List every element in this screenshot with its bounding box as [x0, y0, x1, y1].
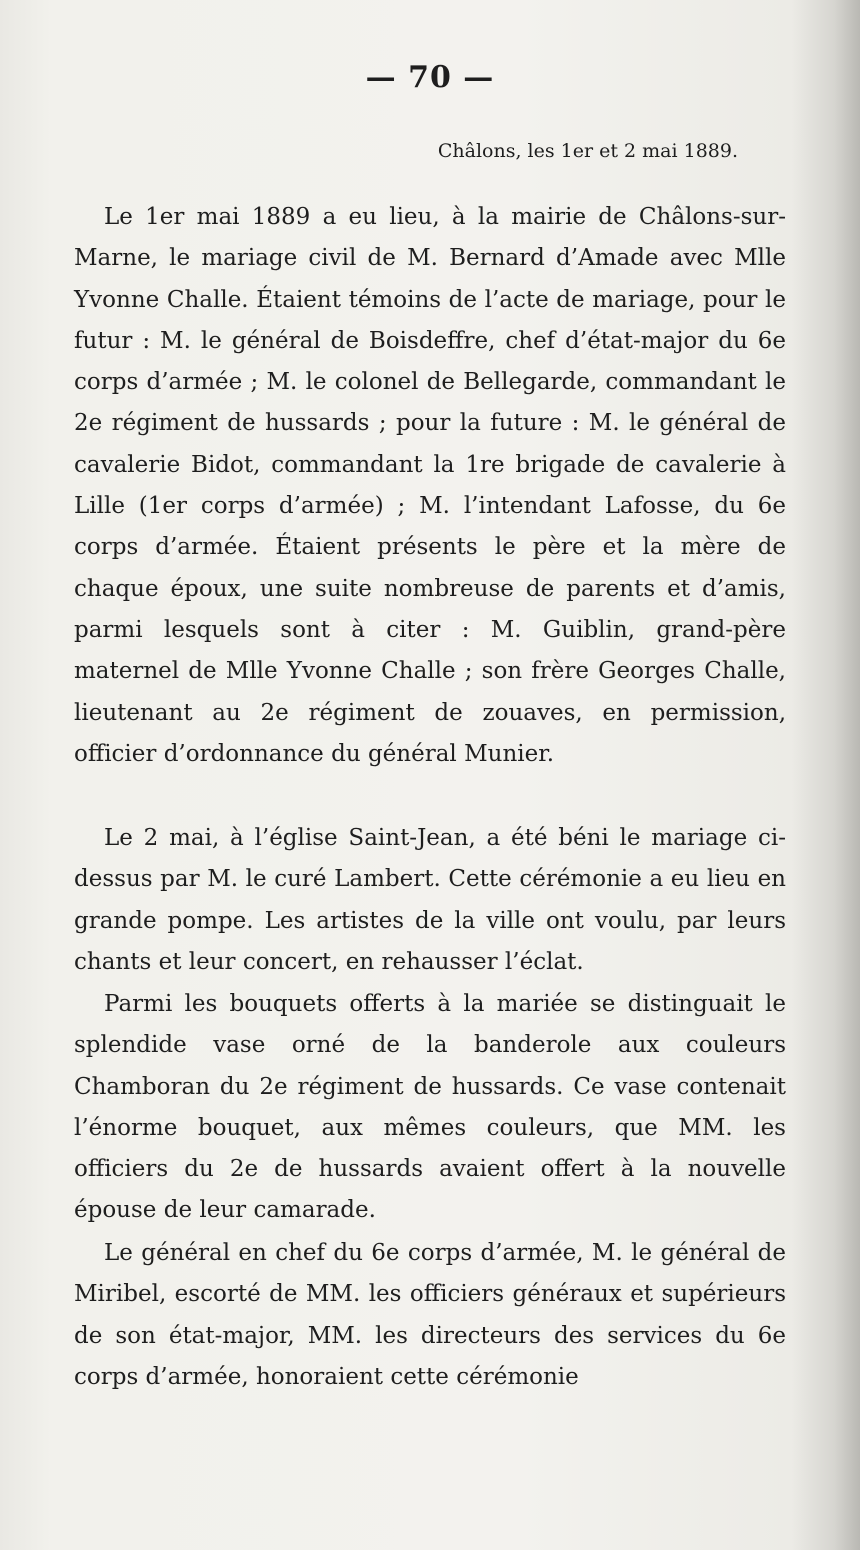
paragraph-church-wedding: Le 2 mai, à l’église Saint-Jean, a été béni le mariage ci-dessus par M. le curé Lambert. Cette cérémonie a eu lieu en grande pompe. Les artistes de la ville ont voulu, par leurs chants et leur concert, en rehausser l’éclat.: [74, 825, 786, 975]
paragraph-civil-wedding: Le 1er mai 1889 a eu lieu, à la mairie de Châlons-sur-Marne, le mariage civil de M. Bernard d’Amade avec Mlle Yvonne Challe. Étaient témoins de l’acte de mariage, pour le futur : M. le général de Boisdeffre, chef d’état-major du 6e corps d’armée ; M. le colonel de Bellegarde, commandant le 2e régiment de hussards ; pour la future : M. le général de cavalerie Bidot, commandant la 1re brigade de cavalerie à Lille (1er corps d’armée) ; M. l’intendant Lafosse, du 6e corps d’armée. Étaient présents le père et la mère de chaque époux, une suite nombreuse de parents et d’amis, parmi lesquels sont à citer : M. Guiblin, grand-père maternel de Mlle Yvonne Challe ; son frère Georges Challe, lieutenant au 2e régiment de zouaves, en permission, officier d’ordonnance du général Munier.: [74, 204, 786, 767]
page-number: — 70 —: [365, 60, 495, 95]
paragraph-general: Le général en chef du 6e corps d’armée, M. le général de Miribel, escorté de MM. les officiers généraux et supérieurs de son état-major, MM. les directeurs des services du 6e corps d’armée, honoraient cette cérémonie: [74, 1240, 786, 1390]
dateline: Châlons, les 1er et 2 mai 1889.: [437, 140, 738, 162]
paragraph-bouquets: Parmi les bouquets offerts à la mariée se distinguait le splendide vase orné de la banderole aux couleurs Chamboran du 2e régiment de hussards. Ce vase contenait l’énorme bouquet, aux mêmes couleurs, que MM. les officiers du 2e de hussards avaient offert à la nouvelle épouse de leur camarade.: [74, 991, 786, 1224]
